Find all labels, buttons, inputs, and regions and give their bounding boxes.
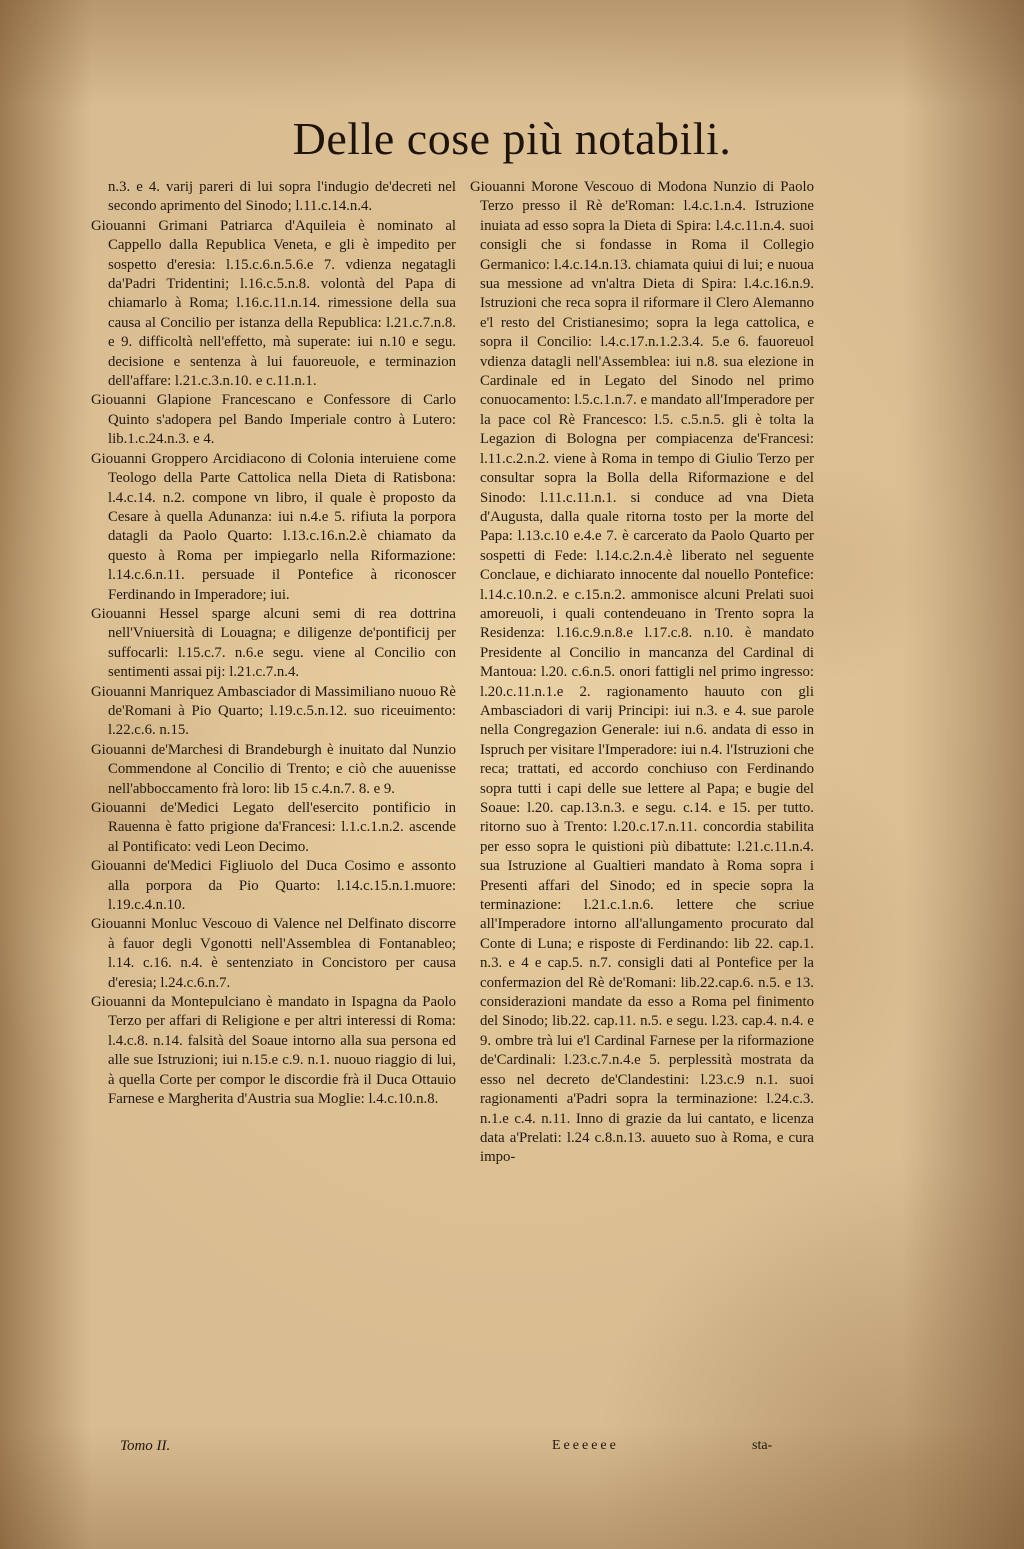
index-entry: Giouanni de'Medici Figliuolo del Duca Cosimo e assonto alla porpora da Pio Quarto: l.14.c.15.n.1.muore: l.19.c.4.n.10.: [91, 858, 456, 914]
index-entry: Giouanni Groppero Arcidiacono di Colonia interuiene come Teologo della Parte Cattolica nella Dieta di Ratisbona: l.4.c.14. n.2. compone vn libro, il quale è proposto da Cesare à quella Adunanza: iui n.4.e 5. rifiuta la porpora datagli da Paolo Quarto: l.13.c.16.n.2.è chiamato da questo à Roma per impiegarlo nella Riformazione: l.14.c.6.n.11. persuade il Pontefice à riconoscer Ferdinando in Imperadore; iui.: [91, 450, 456, 603]
index-entry: Giouanni Manriquez Ambasciador di Massimiliano nuouo Rè de'Romani à Pio Quarto; l.19.c.5.n.12. suo riceuimento: l.22.c.6. n.15.: [91, 683, 456, 739]
volume-label: Tomo II.: [120, 1438, 171, 1454]
page-title: Delle cose più notabili.: [292, 113, 732, 164]
signature-mark: Eeeeeee: [552, 1438, 619, 1453]
index-entry: n.3. e 4. varij pareri di lui sopra l'indugio de'decreti nel secondo aprimento del Sinodo; l.11.c.14.n.4.: [108, 179, 456, 215]
index-entry: Giouanni Hessel sparge alcuni semi di rea dottrina nell'Vniuersità di Louagna; e diligenze de'pontificij per suffocarli: l.15.c.7. n.6.e segu. viene al Concilio con sentimenti assai pij: l.21.c.7.n.4.: [91, 605, 456, 681]
index-entry: Giouanni Grimani Patriarca d'Aquileia è nominato al Cappello dalla Republica Veneta, e gli è impedito per sospetto d'eresia: l.15.c.6.n.5.6.e 7. vdienza negatagli da'Padri Tridentini; l.16.c.5.n.8. volontà del Papa di chiamarlo à Roma; l.16.c.11.n.14. rimessione della sua causa al Concilio per istanza della Republica: l.21.c.7.n.8. e 9. difficoltà nell'effetto, mà superate: iui n.10 e segu. decisione e sentenza à lui fauoreuole, e terminazion dell'affare: l.21.c.3.n.10. e c.11.n.1.: [91, 217, 456, 390]
left-column: [91, 178, 456, 1110]
index-entry: Giouanni Monluc Vescouo di Valence nel Delfinato discorre à fauor degli Vgonotti nell'Assemblea di Fontanableo; l.14. c.16. n.4. è sentenziato in Concistoro per causa d'eresia; l.24.c.6.n.7.: [91, 916, 456, 991]
index-entry: Giouanni de'Marchesi di Brandeburgh è inuitato dal Nunzio Commendone al Concilio di Trento; e ciò che auuenisse nell'abboccamento frà loro: lib 15 c.4.n.7. 8. e 9.: [91, 741, 456, 797]
index-entry: Giouanni da Montepulciano è mandato in Ispagna da Paolo Terzo per affari di Religione e per altri interessi di Roma: l.4.c.8. n.14. falsità del Soaue intorno alla sua persona ed alle sue Istruzioni; iui n.15.e c.9. n.1. nuouo riaggio di lui, à quella Corte per compor le discordie frà il Duca Ottauio Farnese e Margherita d'Austria sua Moglie: l.4.c.10.n.8.: [91, 994, 456, 1108]
right-column: [470, 178, 814, 1168]
index-entry: Giouanni Morone Vescouo di Modona Nunzio di Paolo Terzo presso il Rè de'Roman: l.4.c.1.n.4. Istruzione inuiata ad esso sopra la Dieta di Spira: l.4.c.11.n.4. suoi consigli che si fondasse in Roma il Collegio Germanico: l.4.c.14.n.13. chiamata quiui di lui; e nuoua sua messione ad vn'altra Dieta di Spira: l.4.c.16.n.9. Istruzioni che reca sopra il riformare il Clero Alemanno e'l resto del Cristianesimo; sopra la lega cattolica, e sopra il Concilio: l.4.c.17.n.1.2.3.4. 5.e 6. fauoreuol vdienza datagli nell'Assemblea: iui n.8. sua elezione in Cardinale ed in Legato del Sinodo nel primo conuocamento: l.5.c.1.n.7. e mandato all'Imperadore per la pace col Rè Francesco: l.5. c.5.n.5. gli è tolta la Legazion di Bologna per compiacenza de'Francesi: l.11.c.2.n.2. viene à Roma in tempo di Giulio Terzo per consultar sopra la Bolla della Riformazione e del Sinodo: l.11.c.11.n.1. si conduce ad vna Dieta d'Augusta, dalla quale ritorna tosto per la morte del Papa: l.13.c.10 e.4.e 7. è carcerato da Paolo Quarto per sospetti di Fede: l.14.c.2.n.4.è liberato nel seguente Conclaue, e dichiarato innocente dal nouello Pontefice: l.14.c.10.n.2. e c.15.n.2. ammonisce alcuni Prelati suoi amoreuoli, i quali contendeuano in Trento sopra la Residenza: l.16.c.9.n.8.e l.17.c.8. n.10. è mandato Presidente al Concilio in mancanza del Cardinal di Mantoua: l.20. c.6.n.5. onori fattigli nel primo ingresso: l.20.c.11.n.1.e 2. ragionamento hauuto con gli Ambasciadori di varij Principi: iui n.3. e 4. sue parole nella Congregazion Generale: iui n.6. andata di esso in Ispruch per visitare l'Imperadore: iui n.4. l'Istruzioni che reca; trattati, ed accordo conchiuso con Ferdinando sopra tutti i capi delle sue lettere al Papa; e bugie del Soaue: l.20. cap.13.n.3. e segu. c.14. e 15. per tutto. ritorno suo à Trento: l.20.c.17.n.11. concordia stabilita per esso sopra le quistioni più dibattute: l.21.c.11.n.4. sua Istruzione al Gualtieri mandato à Roma sopra i Presenti affari del Sinodo; ed in specie sopra la terminazione: l.21.c.1.n.6. lettere che scriue all'Imperadore intorno all'allungamento procurato dal Conte di Luna; e risposte di Ferdinando: lib 22. cap.1. n.3. e 4 e cap.5. n.7. consigli dati al Pontefice per la confermazion del Rè de'Romani: lib.22.cap.6. n.5. e 13. considerazioni mandate da esso a Roma pel finimento del Sinodo; lib.22. cap.11. n.5. e segu. l.23. cap.4. n.4. e 9. ombre trà lui e'l Cardinal Farnese per la riformazione de'Cardinali: l.23.c.7.n.4.e 5. perplessità mostrata da esso nel decreto de'Clandestini: l.23.c.9 n.1. suoi ragionamenti a'Padri sopra la terminazione: l.24.c.3. n.1.e c.4. n.11. Inno di grazie da lui cantato, e licenza data a'Prelati: l.24 c.8.n.13. auueto suo à Roma, e cura impo-: [470, 179, 814, 1166]
catchword: sta-: [752, 1438, 773, 1453]
index-entry: Giouanni de'Medici Legato dell'esercito pontificio in Rauenna è fatto prigione da'Francesi: l.1.c.1.n.2. ascende al Pontificato: vedi Leon Decimo.: [91, 800, 456, 855]
index-entry: Giouanni Glapione Francescano e Confessore di Carlo Quinto s'adopera pel Bando Imperiale contro à Lutero: lib.1.c.24.n.3. e 4.: [91, 392, 456, 448]
